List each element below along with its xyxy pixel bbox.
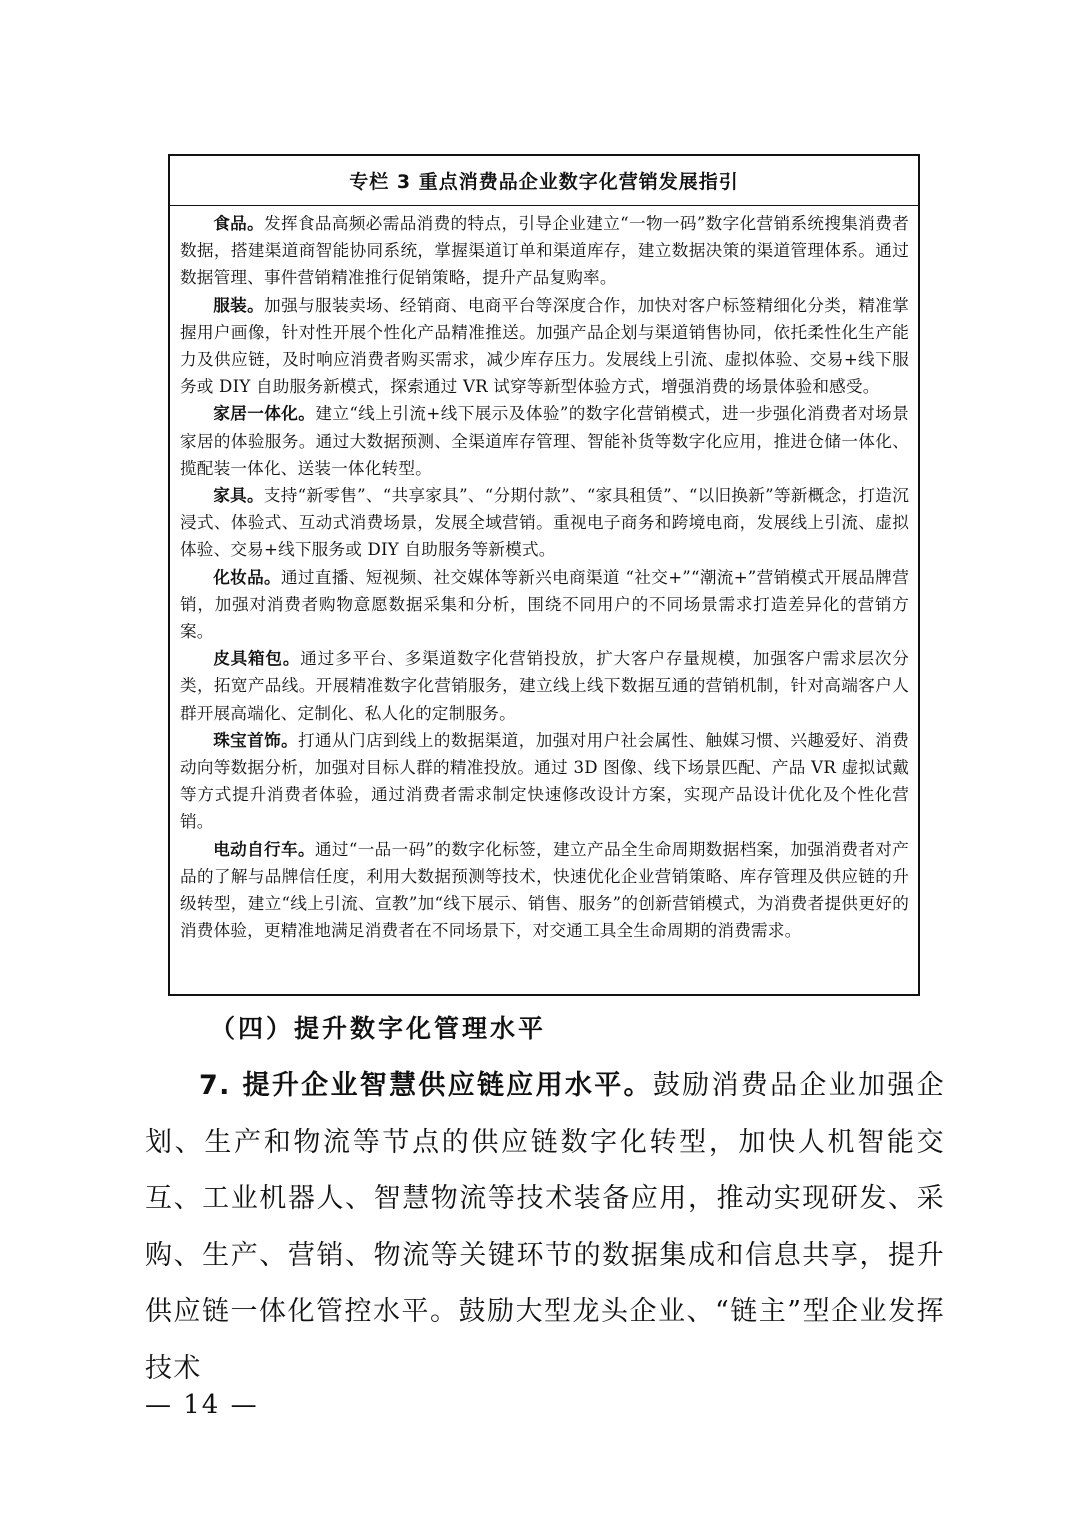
entry-term: 化妆品。 <box>213 567 281 587</box>
entry-text: 打通从门店到线上的数据渠道，加强对用户社会属性、触媒习惯、兴趣爱好、消费动向等数据分析，加强对目标人群的精准投放。通过 3D 图像、线下场景匹配、产品 VR 虚拟试戴等方式提升消费者体验，通过消费者需求制定快速修改设计方案，实现产品设计优化及个性化营销。 <box>180 730 910 832</box>
body-paragraph <box>145 1058 945 1397</box>
entry-text: 加强与服装卖场、经销商、电商平台等深度合作，加快对客户标签精细化分类，精准掌握用户画像，针对性开展个性化产品精准推送。加强产品企划与渠道销售协同，依托柔性化生产能力及供应链，及时响应消费者购买需求，减少库存压力。发展线上引流、虚拟体验、交易+线下服务或 DIY 自助服务新模式，探索通过 VR 试穿等新型体验方式，增强消费的场景体验和感受。 <box>180 295 909 397</box>
entry-term: 皮具箱包。 <box>213 649 301 669</box>
entry-term: 电动自行车。 <box>213 839 315 859</box>
entry-term: 家居一体化。 <box>213 404 316 424</box>
entry-leather-bags <box>180 645 909 727</box>
entry-furniture <box>180 482 909 564</box>
entry-term: 服装。 <box>213 295 265 315</box>
paragraph-lead: 7. 提升企业智慧供应链应用水平。 <box>199 1070 653 1101</box>
entry-term: 食品。 <box>213 214 265 233</box>
entry-text: 建立“线上引流+线下展示及体验”的数字化营销模式，进一步强化消费者对场景家居的体验服务。通过大数据预测、全渠道库存管理、智能补货等数字化应用，推进仓储一体化、揽配装一体化、送装一体化转型。 <box>180 404 909 478</box>
entry-text: 通过“一品一码”的数字化标签，建立产品全生命周期数据档案，加强消费者对产品的了解与品牌信任度，利用大数据预测等技术，快速优化企业营销策略、库存管理及供应链的升级转型，建立“线上引流、宣教”加“线下展示、销售、服务”的创新营销模式，为消费者提供更好的消费体验，更精准地满足消费者在不同场景下，对交通工具全生命周期的消费需求。 <box>180 839 909 941</box>
entry-text: 发挥食品高频必需品消费的特点，引导企业建立“一物一码”数字化营销系统搜集消费者数据，搭建渠道商智能协同系统，掌握渠道订单和渠道库存，建立数据决策的渠道管理体系。通过数据管理、事件营销精准推行促销策略，提升产品复购率。 <box>180 214 909 288</box>
entry-home-integration <box>180 400 909 482</box>
entry-food <box>180 210 909 292</box>
entry-term: 珠宝首饰。 <box>213 730 299 750</box>
sidebar-box-body <box>170 206 918 944</box>
entry-jewelry <box>180 727 909 836</box>
entry-cosmetics <box>180 564 909 646</box>
entry-text: 通过直播、短视频、社交媒体等新兴电商渠道 “社交+”“潮流+”营销模式开展品牌营销，加强对消费者购物意愿数据采集和分析，围绕不同用户的不同场景需求打造差异化的营销方案。 <box>180 567 909 642</box>
entry-text: 通过多平台、多渠道数字化营销投放，扩大客户存量规模，加强客户需求层次分类，拓宽产品线。开展精准数字化营销服务，建立线上线下数据互通的营销机制，针对高端客户人群开展高端化、定制化、私人化的定制服务。 <box>180 649 910 723</box>
entry-text: 支持“新零售”、“共享家具”、“分期付款”、“家具租赁”、“以旧换新”等新概念，打造沉浸式、体验式、互动式消费场景，发展全域营销。重视电子商务和跨境电商，发展线上引流、虚拟体验、交易+线下服务或 DIY 自助服务等新模式。 <box>180 486 909 560</box>
sidebar-box-column-3 <box>168 154 920 996</box>
section-heading: （四）提升数字化管理水平 <box>210 1014 547 1043</box>
entry-apparel <box>180 292 909 401</box>
paragraph-text: 鼓励消费品企业加强企划、生产和物流等节点的供应链数字化转型，加快人机智能交互、工业机器人、智慧物流等技术装备应用，推动实现研发、采购、生产、营销、物流等关键环节的数据集成和信息共享，提升供应链一体化管控水平。鼓励大型龙头企业、“链主”型企业发挥技术 <box>145 1070 945 1384</box>
page-number: — 14 — <box>145 1390 259 1420</box>
entry-electric-bicycle <box>180 836 909 945</box>
entry-term: 家具。 <box>213 486 264 506</box>
sidebar-box-title: 专栏 3 重点消费品企业数字化营销发展指引 <box>170 156 918 206</box>
